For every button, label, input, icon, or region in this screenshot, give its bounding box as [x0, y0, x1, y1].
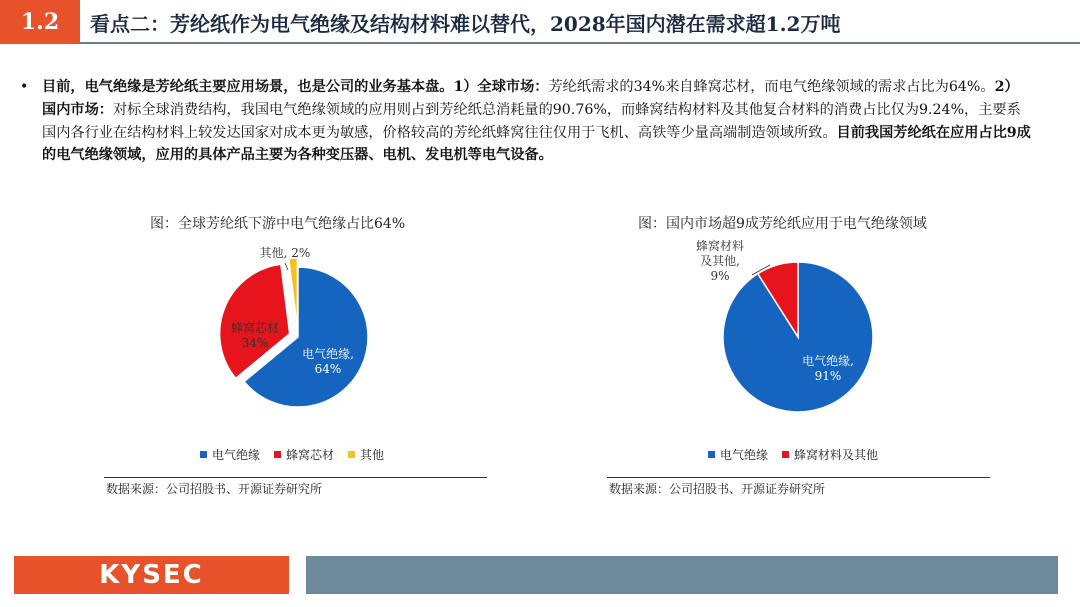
- chart1-legend: [200, 446, 384, 463]
- legend-label: 电气绝缘: [720, 448, 769, 462]
- chart1-title: 图：全球芳纶纸下游中电气绝缘占比64%: [150, 216, 406, 232]
- legend-label: 其他: [360, 448, 385, 462]
- kysec-logo: KYSEC: [99, 560, 204, 590]
- chart2-pie: [680, 235, 920, 435]
- slice-label-line: 电气绝缘,: [802, 354, 854, 368]
- summary-paragraph: [20, 76, 1032, 167]
- legend-swatch: [708, 451, 715, 458]
- chart2-source: 数据来源：公司招股书、开源证券研究所: [609, 482, 826, 496]
- pie-slice-3: [289, 258, 298, 328]
- legend-item: [274, 446, 334, 463]
- slice-label-line: 64%: [314, 362, 342, 376]
- slice-label-line: 34%: [241, 336, 269, 350]
- slice-label-3: [260, 245, 311, 260]
- slide-header: [0, 0, 1080, 44]
- footer-bar: [306, 556, 1058, 594]
- leader-line: [285, 263, 288, 270]
- legend-item: [200, 446, 260, 463]
- paragraph-segment: 芳纶纸需求的34%来自蜂窝芯材，而电气绝缘领域的需求占比为64%。: [548, 79, 995, 95]
- legend-swatch: [348, 451, 355, 458]
- chart2-title: 图：国内市场超9成芳纶纸应用于电气绝缘领域: [638, 216, 927, 232]
- chart2-source-divider: [607, 477, 990, 478]
- chart2-legend: [708, 446, 878, 463]
- legend-item: [348, 446, 384, 463]
- slice-label-line: 蜂窝芯材: [230, 321, 280, 335]
- legend-item: [782, 446, 878, 463]
- legend-swatch: [274, 451, 281, 458]
- chart1-pie: [180, 235, 420, 435]
- footer-logo-block: [14, 556, 289, 594]
- slide-title: 看点二：芳纶纸作为电气绝缘及结构材料难以替代，2028年国内潜在需求超1.2万吨: [90, 12, 841, 36]
- legend-swatch: [782, 451, 789, 458]
- slice-label-line: 其他, 2%: [259, 246, 311, 260]
- slice-label-line: 电气绝缘,: [302, 347, 354, 361]
- paragraph-segment: 对标全球消费结构，我国电气绝缘领域的应用则占到芳纶纸总消耗量的90.76%，而蜂窝结构材料及其他复合材料的消费占比仅为9.24%，主要系国内各行业在结构材料上较发达国家对成本更为敏感，价格较高的芳纶纸蜂窝往往仅用于飞机、高铁等少量高端制造领域所致。: [42, 101, 1021, 141]
- bullet-icon: •: [20, 79, 29, 95]
- paragraph-segment: 目前，电气绝缘是芳纶纸主要应用场景，也是公司的业务基本盘。: [42, 79, 454, 95]
- slice-label-line: 蜂窝材料: [695, 239, 745, 253]
- slice-label-line: 9%: [710, 269, 730, 283]
- paragraph-content: [42, 79, 1031, 163]
- legend-item: [708, 446, 768, 463]
- legend-label: 蜂窝芯材: [286, 448, 335, 462]
- paragraph-segment: 2）国内市场：: [42, 79, 1019, 118]
- legend-label: 电气绝缘: [212, 448, 261, 462]
- header-divider: [80, 42, 1080, 44]
- slice-label-2: [696, 238, 744, 283]
- paragraph-segment: 1）全球市场：: [453, 79, 549, 95]
- paragraph-segment: 目前我国芳纶纸在应用占比9成的电气绝缘领域，应用的具体产品主要为各种变压器、电机、发电机等电气设备。: [42, 124, 1031, 164]
- legend-swatch: [200, 451, 207, 458]
- slice-label-line: 及其他,: [700, 254, 740, 268]
- chart1-source-divider: [104, 477, 487, 478]
- section-number: 1.2: [0, 0, 80, 44]
- chart1-source: 数据来源：公司招股书、开源证券研究所: [106, 482, 323, 496]
- legend-label: 蜂窝材料及其他: [794, 448, 879, 462]
- slice-label-line: 91%: [814, 369, 842, 383]
